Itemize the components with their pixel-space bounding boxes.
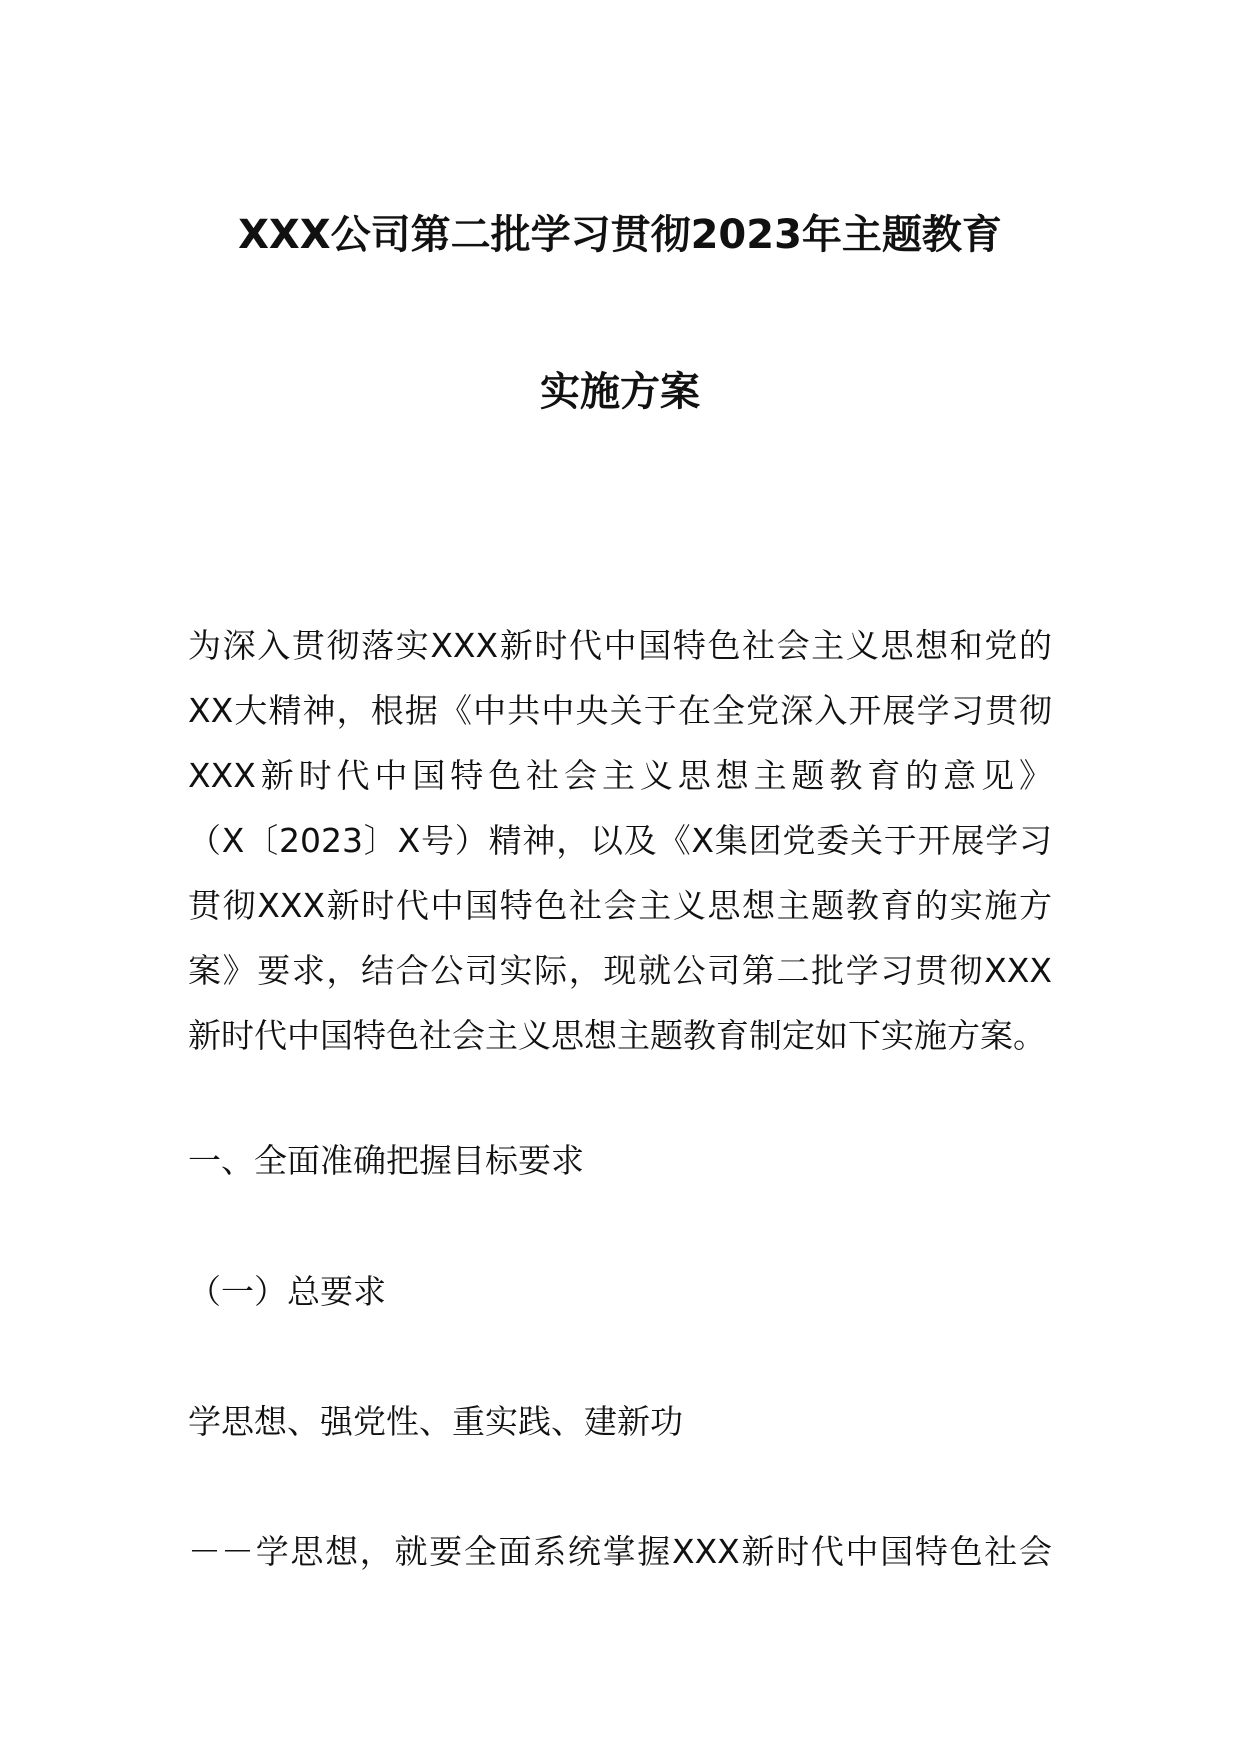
- intro-line: （X〔2023〕X号）精神，以及《X集团党委关于开展学习: [188, 821, 1052, 860]
- intro-line: XXX新时代中国特色社会主义思想主题教育的意见》: [188, 756, 1052, 795]
- intro-paragraph: [188, 613, 1052, 1068]
- intro-line: XX大精神，根据《中共中央关于在全党深入开展学习贯彻: [188, 691, 1052, 730]
- intro-line: 贯彻XXX新时代中国特色社会主义思想主题教育的实施方: [188, 886, 1052, 925]
- section-heading: 一、全面准确把握目标要求: [188, 1141, 584, 1180]
- document-title-line-2: 实施方案: [540, 369, 700, 415]
- intro-line: 为深入贯彻落实XXX新时代中国特色社会主义思想和党的: [188, 626, 1052, 665]
- intro-line: 案》要求，结合公司实际，现就公司第二批学习贯彻XXX: [188, 951, 1052, 990]
- intro-line: 新时代中国特色社会主义思想主题教育制定如下实施方案。: [188, 1016, 1046, 1055]
- document-title-line-1: XXX公司第二批学习贯彻2023年主题教育: [238, 212, 1002, 258]
- requirements-line: 学思想、强党性、重实践、建新功: [188, 1402, 683, 1441]
- subsection-heading: （一）总要求: [188, 1272, 386, 1311]
- bullet-line: －－学思想，就要全面系统掌握XXX新时代中国特色社会: [188, 1532, 1052, 1571]
